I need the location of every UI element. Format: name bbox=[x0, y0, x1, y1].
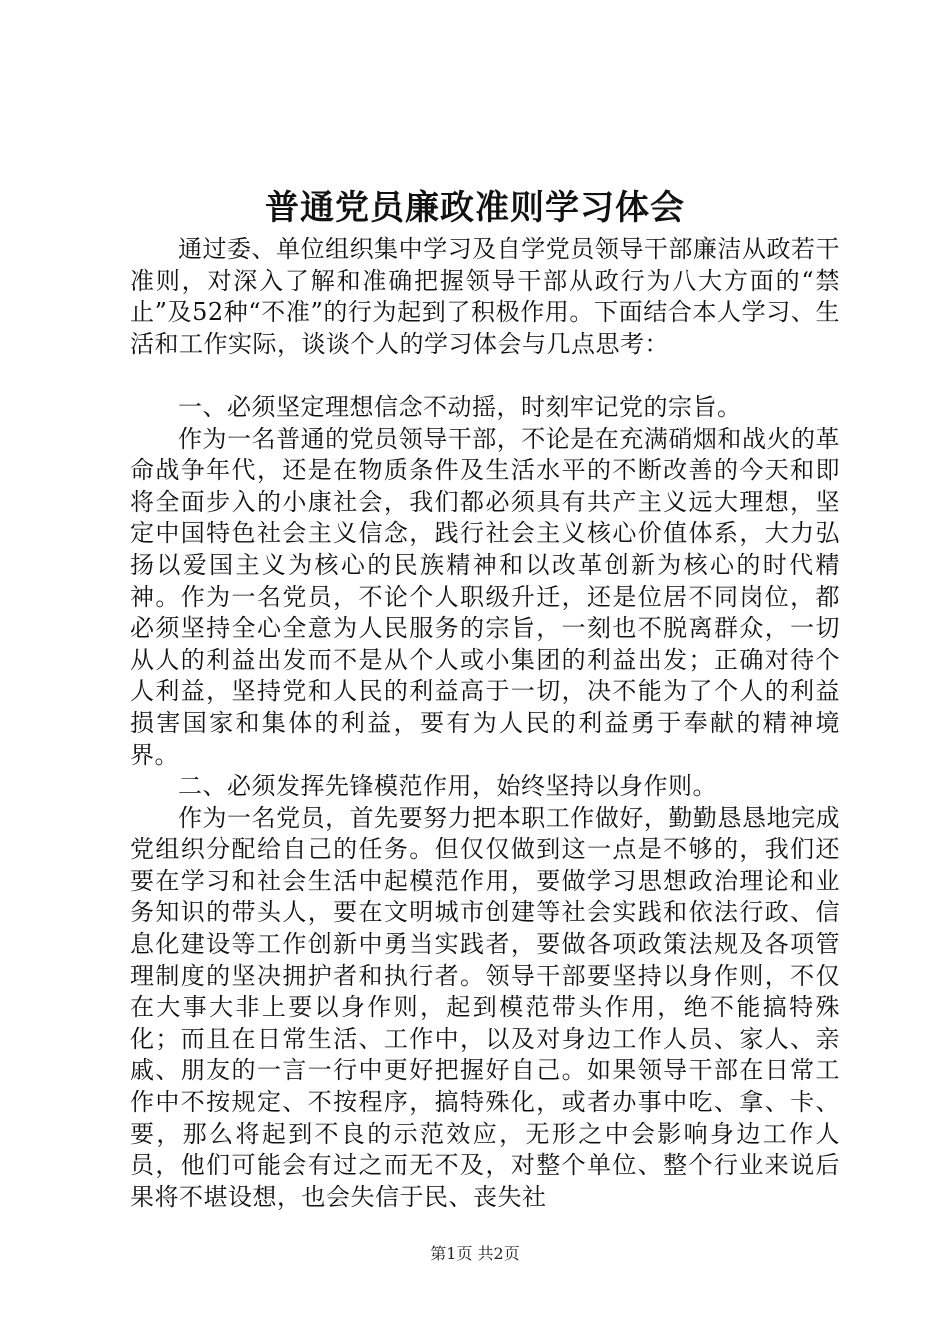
page-footer: 第1页 共2页 bbox=[430, 1244, 520, 1263]
section-heading-2: 二、必须发挥先锋模范作用，始终坚持以身作则。 bbox=[178, 772, 717, 801]
body-paragraph-2: 作为一名党员，首先要努力把本职工作做好，勤勤恳恳地完成党组织分配给自己的任务。但仅仅做到这一点是不够的，我们还要在学习和社会生活中起模范作用，要做学习思想政治理论和业务知识的带头人，要在文明城市创建等社会实践和依法行政、信息化建设等工作创新中勇当实践者，要做各项政策法规及各项管理制度的坚决拥护者和执行者。领导干部要坚持以身作则，不仅在大事大非上要以身作则，起到模范带头作用，绝不能搞特殊化；而且在日常生活、工作中，以及对身边工作人员、家人、亲戚、朋友的一言一行中更好把握好自己。如果领导干部在日常工作中不按规定、不按程序，搞特殊化，或者办事中吃、拿、卡、要，那么将起到不良的示范效应，无形之中会影响身边工作人员，他们可能会有过之而无不及，对整个单位、整个行业来说后果将不堪设想，也会失信于民、丧失社 bbox=[130, 803, 840, 1211]
document-body bbox=[130, 234, 840, 1213]
document-title: 普通党员廉政准则学习体会 bbox=[265, 188, 685, 228]
body-paragraph-1: 作为一名普通的党员领导干部，不论是在充满硝烟和战火的革命战争年代，还是在物质条件及生活水平的不断改善的今天和即将全面步入的小康社会，我们都必须具有共产主义远大理想，坚定中国特色社会主义信念，践行社会主义核心价值体系，大力弘扬以爱国主义为核心的民族精神和以改革创新为核心的时代精神。作为一名党员，不论个人职级升迁，还是位居不同岗位，都必须坚持全心全意为人民服务的宗旨，一刻也不脱离群众，一切从人的利益出发而不是从个人或小集团的利益出发；正确对待个人利益，坚持党和人民的利益高于一切，决不能为了个人的利益损害国家和集体的利益，要有为人民的利益勇于奉献的精神境界。 bbox=[130, 424, 840, 769]
section-heading-1: 一、必须坚定理想信念不动摇，时刻牢记党的宗旨。 bbox=[178, 392, 742, 421]
intro-paragraph: 通过委、单位组织集中学习及自学党员领导干部廉洁从政若干准则，对深入了解和准确把握领导干部从政行为八大方面的“禁止”及52种“不准”的行为起到了积极作用。下面结合本人学习、生活和工作实际，谈谈个人的学习体会与几点思考： bbox=[130, 235, 840, 358]
